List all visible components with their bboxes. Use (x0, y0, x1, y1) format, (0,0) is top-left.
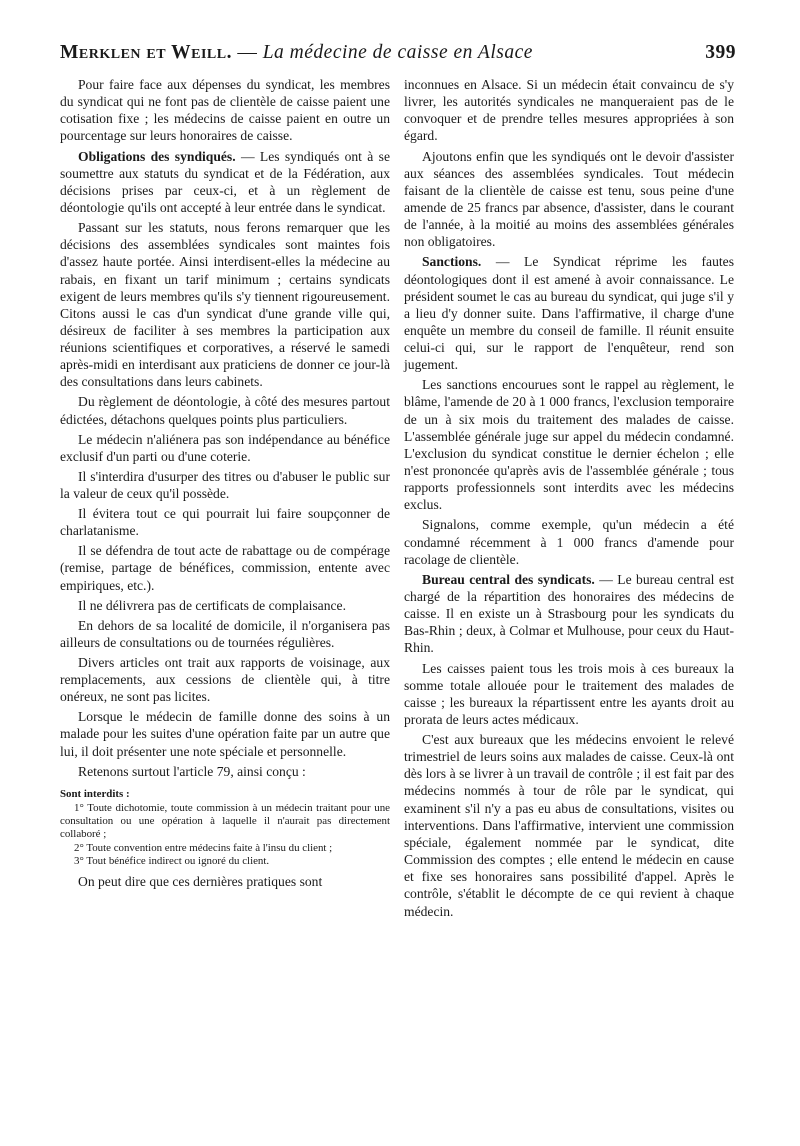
paragraph: Le médecin n'aliénera pas son indépendance au bénéfice exclusif d'un parti ou d'une coterie. (60, 431, 390, 464)
paragraph: Signalons, comme exemple, qu'un médecin a été condamné récemment à 1 000 francs d'amende pour racolage de clientèle. (404, 517, 734, 567)
paragraph: Pour faire face aux dépenses du syndicat, les membres du syndicat qui ne font pas de clientèle de caisse paient une cotisation fixe ; les médecins de caisse paient en outre un pourcentage sur leurs honoraires de caisse. (60, 77, 390, 144)
section-heading-obligations: Obligations des syndiqués. (78, 148, 236, 164)
header-authors: Merklen et Weill. (60, 42, 232, 63)
header-dash: — (231, 42, 263, 63)
paragraph: Retenons surtout l'article 79, ainsi conçu : (78, 763, 306, 779)
paragraph-text: — Les syndiqués ont à se soumettre aux statuts du syndicat et de la Fédération, aux décisions prises par ceux-ci, et à un règlement de déontologie qu'ils ont accepté à leur entrée dans le syndicat. (60, 148, 390, 215)
paragraph: Lorsque le médecin de famille donne des soins à un malade pour les suites d'une opération faite par un autre que lui, il doit présenter une note spéciale et personnelle. (60, 709, 390, 759)
paragraph: inconnues en Alsace. Si un médecin était convaincu de s'y livrer, les autorités syndicales ne manqueraient pas de le convoquer et de prendre telles mesures appropriées à son égard. (404, 77, 734, 144)
section-heading-bureau: Bureau central des syndicats. (422, 571, 595, 587)
paragraph-sanctions (404, 253, 734, 373)
running-header (60, 42, 736, 68)
paragraph: On peut dire que ces dernières pratiques sont (78, 874, 323, 889)
paragraph: Passant sur les statuts, nous ferons remarquer que les décisions des assemblées syndicales sont maintes fois d'assez haute portée. Ainsi interdisent-elles la médecine au rabais, en fixant un tarif minimum ; certains syndicats exigent de leurs membres qu'ils s'y tiennent rigoureusement. Citons aussi le cas d'un syndicat d'une grande ville qui, désireux de faciliter à ses membres la participation aux réunions scientifiques et corporatives, a réservé le samedi après-midi en interdisant aux praticiens de donner ce jour-là des consultations dans leurs cabinets. (60, 220, 390, 390)
page-number: 399 (705, 42, 736, 63)
paragraph: Du règlement de déontologie, à côté des mesures partout édictées, détachons quelques points plus particuliers. (60, 394, 390, 427)
article-lead: Sont interdits : (60, 787, 130, 800)
paragraph: Les caisses paient tous les trois mois à ces bureaux la somme totale allouée pour le traitement des malades de caisse ; les bureaux la répartissent entre les ayants droit au prorata de leurs actes médicaux. (404, 660, 734, 727)
paragraph-bureau (404, 571, 734, 657)
paragraph: Il ne délivrera pas de certificats de complaisance. (78, 597, 346, 613)
header-title: La médecine de caisse en Alsace (262, 42, 533, 63)
paragraph: Les sanctions encourues sont le rappel au règlement, le blâme, l'amende de 20 à 1 000 francs, l'exclusion temporaire de un à six mois du traitement des malades de caisse. L'assemblée générale juge sur appel du médecin condamné. L'exclusion du syndicat constitue le dernier échelon ; elle n'est prononcée qu'après avis de l'assemblée générale ; tous rapports professionnels sont interdits avec les médecins exclus. (404, 377, 734, 513)
paragraph: Ajoutons enfin que les syndiqués ont le devoir d'assister aux séances des assemblées syndicales. Tout médecin faisant de la clientèle de caisse est tenu, sous peine d'une amende de 25 francs par absence, d'assister, dans le courant de l'année, à la moitié au moins des assemblées générales non obligatoires. (404, 148, 734, 250)
section-heading-sanctions: Sanctions. (422, 254, 482, 270)
article-item: 3° Tout bénéfice indirect ou ignoré du client. (74, 854, 270, 867)
paragraph-obligations (60, 148, 390, 217)
paragraph: Il s'interdira d'usurper des titres ou d'abuser le public sur la valeur de ceux qu'il possède. (60, 468, 390, 502)
article-item: 2° Toute convention entre médecins faite à l'insu du client ; (74, 841, 333, 854)
right-column (404, 76, 734, 923)
paragraph: En dehors de sa localité de domicile, il n'organisera pas ailleurs de consultations ou de tournées régulières. (60, 617, 390, 650)
paragraph: Divers articles ont trait aux rapports de voisinage, aux remplacements, aux cessions de clientèle qui, à titre onéreux, ne sont pas licites. (60, 654, 390, 705)
paragraph: C'est aux bureaux que les médecins envoient le relevé trimestriel de leurs soins aux malades de caisse. Ceux-là ont dès lors à se livrer à un travail de contrôle ; il est fait par des médecins nommés à tour de rôle par le syndicat, qui examinent s'il n'y a pas eu abus de consultations, visites ou interventions. Dans l'affirmative, intervient une commission spéciale, également nommée par le syndicat, dite Commission des comptes ; elle entend le médecin en cause et fixe ses honoraires sans possibilité d'appel. Après le contrôle, s'établit le décompte de ce qui revient à chaque médecin. (404, 732, 734, 919)
paragraph: Il évitera tout ce qui pourrait lui faire soupçonner de charlatanisme. (60, 506, 390, 539)
paragraph-text: — Le bureau central est chargé de la répartition des honoraires des médecins de caisse. Il en existe un à Strasbourg pour les syndicats du Bas-Rhin ; deux, à Colmar et Mulhouse, pour ceux du Haut-Rhin. (404, 571, 734, 656)
paragraph: Il se défendra de tout acte de rabattage ou de compérage (remise, partage de bénéfices, commission, entente avec empiriques, etc.). (60, 543, 390, 593)
left-column (60, 76, 390, 893)
paragraph-text: — Le Syndicat réprime les fautes déontologiques dont il est amené à avoir connaissance. Le président soumet le cas au bureau du syndicat, qui juge s'il y a lieu d'y donner suite. Dans l'affirmative, il charge d'une enquête un membre du conseil de famille. Il réunit ensuite celui-ci qui, sur le rapport de l'enquêteur, rend son jugement. (404, 254, 734, 373)
article-item: 1° Toute dichotomie, toute commission à un médecin traitant pour une consultation ou une opération à laquelle il n'aurait pas directement collaboré ; (60, 801, 390, 841)
